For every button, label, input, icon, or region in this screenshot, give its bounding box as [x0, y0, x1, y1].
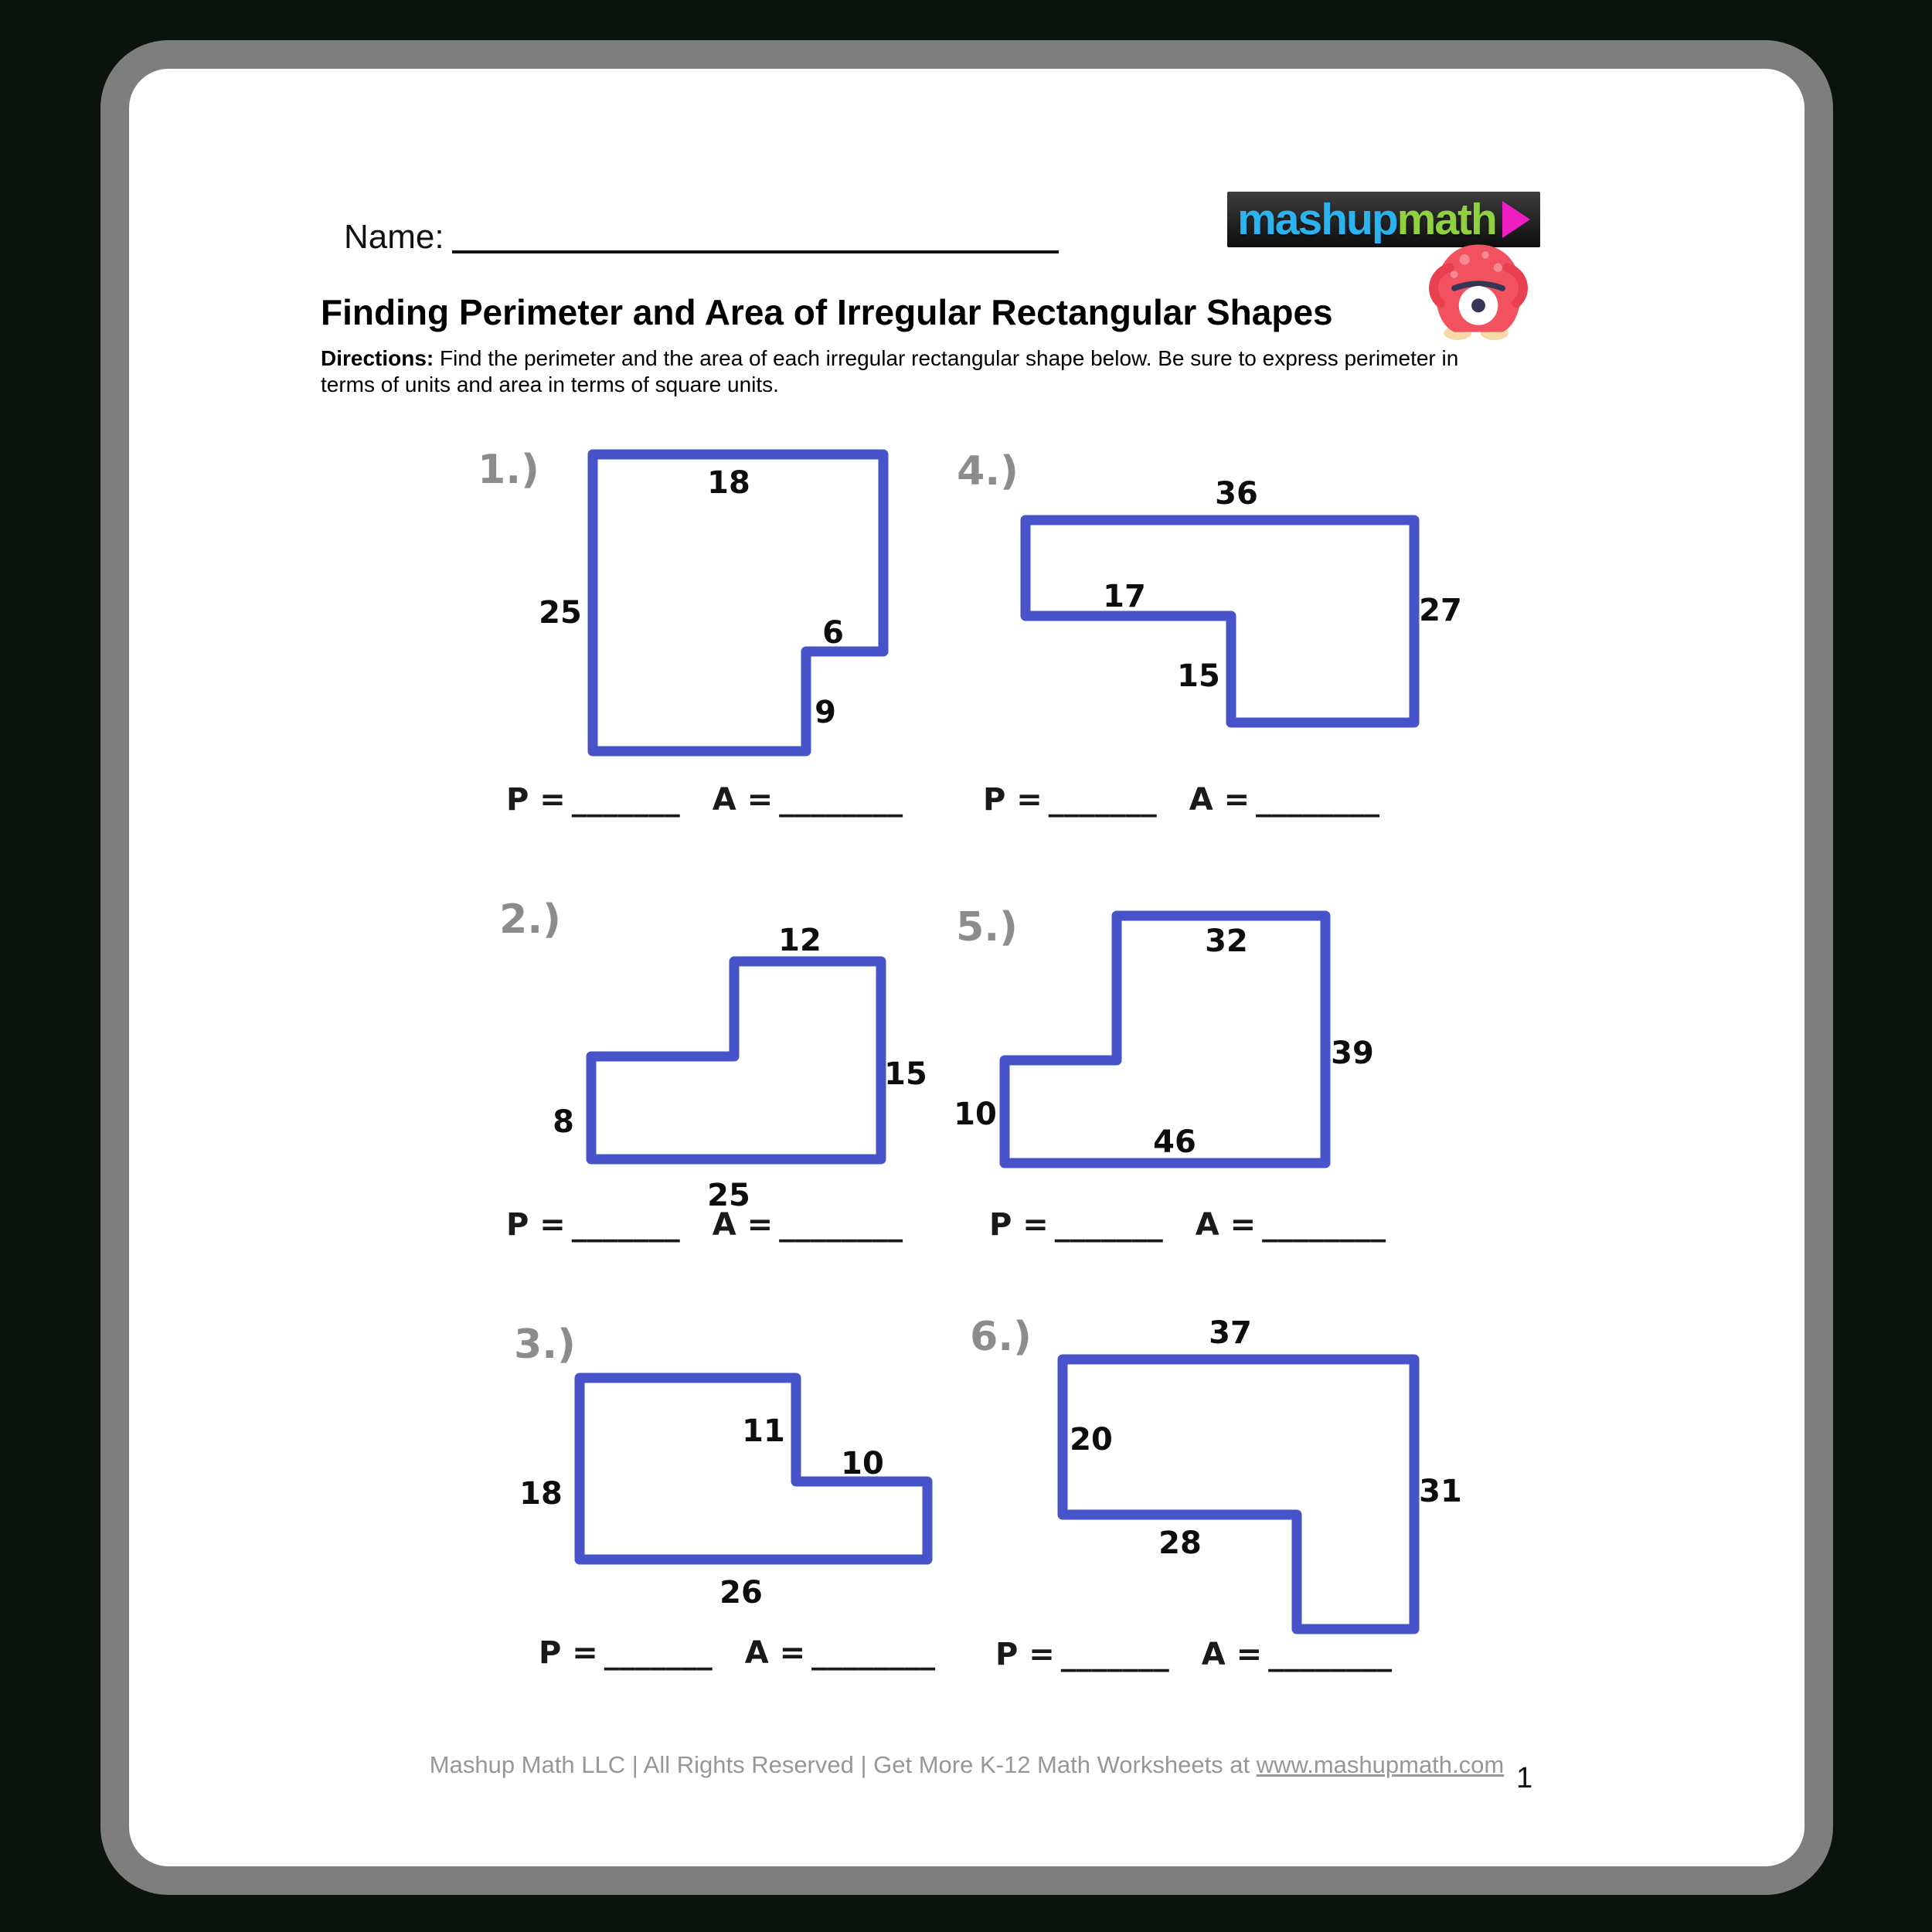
p3-dim-left: 18 — [519, 1476, 563, 1512]
problem-6-number: 6.) — [970, 1314, 1032, 1360]
p-label: P = — [539, 1635, 598, 1671]
p5-dim-left: 10 — [954, 1097, 997, 1132]
p1-dim-left: 25 — [539, 595, 582, 631]
a-blank: ________ — [811, 1635, 936, 1671]
a-label: A = — [712, 1207, 774, 1243]
p6-dim-right: 31 — [1419, 1474, 1462, 1509]
p4-dim-top: 36 — [1215, 476, 1258, 512]
problem-1-number: 1.) — [478, 447, 539, 493]
problem-2-number: 2.) — [499, 896, 561, 943]
page-number: 1 — [1516, 1762, 1533, 1794]
p-label: P = — [506, 1207, 566, 1243]
problem-5-number: 5.) — [956, 904, 1018, 951]
p2-dim-top: 12 — [778, 923, 821, 958]
p5-answer-line — [989, 1207, 1386, 1243]
p-label: P = — [995, 1637, 1055, 1672]
p3-dim-inner-top: 11 — [742, 1413, 785, 1449]
p2-dim-left: 8 — [553, 1104, 574, 1140]
p1-answer-line — [506, 782, 903, 818]
p-blank: _______ — [604, 1635, 713, 1671]
p2-dim-bottom: 25 — [707, 1178, 750, 1213]
a-blank: ________ — [1268, 1637, 1393, 1672]
p1-dim-top: 18 — [707, 465, 750, 501]
p2-dim-right: 15 — [884, 1056, 927, 1092]
p-blank: _______ — [571, 1207, 680, 1243]
p1-dim-step-right: 9 — [815, 695, 836, 730]
p6-dim-top: 37 — [1209, 1315, 1252, 1351]
problem-4-number: 4.) — [957, 448, 1019, 495]
p4-answer-line — [983, 782, 1379, 818]
a-label: A = — [1201, 1637, 1263, 1672]
p6-answer-line — [995, 1637, 1392, 1672]
a-label: A = — [1195, 1207, 1257, 1243]
directions-body: Find the perimeter and the area of each irregular rectangular shape below. Be sure to express perimeter in terms of units and area in terms of square units. — [321, 346, 1459, 396]
p-blank: _______ — [1060, 1637, 1169, 1672]
p-blank: _______ — [571, 782, 680, 818]
a-label: A = — [712, 782, 774, 818]
p6-dim-inner: 28 — [1158, 1526, 1202, 1561]
p4-dim-inner-v: 15 — [1177, 658, 1220, 694]
a-blank: ________ — [779, 1207, 903, 1243]
footer-text: Mashup Math LLC | All Rights Reserved | Get More K-12 Math Worksheets at — [429, 1751, 1257, 1778]
directions-label: Directions: — [321, 346, 434, 370]
p5-dim-top: 32 — [1205, 923, 1248, 959]
p4-dim-inner: 17 — [1103, 579, 1146, 614]
p5-dim-right: 39 — [1331, 1036, 1374, 1071]
p-label: P = — [506, 782, 566, 818]
a-label: A = — [1189, 782, 1250, 818]
p5-dim-bottom: 46 — [1153, 1124, 1196, 1160]
logo-word-mashup: mashup — [1237, 194, 1397, 244]
p6-dim-left: 20 — [1070, 1422, 1113, 1458]
p4-dim-right: 27 — [1419, 593, 1462, 628]
p-label: P = — [983, 782, 1043, 818]
worksheet-title: Finding Perimeter and Area of Irregular Rectangular Shapes — [321, 292, 1333, 332]
problem-3-number: 3.) — [514, 1321, 576, 1368]
problem-2-shape — [591, 961, 881, 1159]
p-blank: _______ — [1048, 782, 1157, 818]
name-label: Name: — [344, 218, 444, 256]
p3-answer-line — [539, 1635, 935, 1671]
a-label: A = — [744, 1635, 806, 1671]
p-blank: _______ — [1054, 1207, 1163, 1243]
p2-answer-line — [506, 1207, 903, 1243]
logo-word-math: math — [1396, 194, 1496, 244]
p-label: P = — [989, 1207, 1049, 1243]
p3-dim-bottom: 26 — [719, 1575, 763, 1611]
p1-dim-step-top: 6 — [822, 615, 844, 651]
a-blank: ________ — [779, 782, 903, 818]
footer — [129, 1751, 1804, 1779]
p3-dim-ext-top: 10 — [841, 1446, 884, 1481]
a-blank: ________ — [1256, 782, 1380, 818]
a-blank: ________ — [1262, 1207, 1386, 1243]
footer-link[interactable]: www.mashupmath.com — [1256, 1751, 1505, 1778]
problem-6-shape — [1063, 1359, 1414, 1629]
